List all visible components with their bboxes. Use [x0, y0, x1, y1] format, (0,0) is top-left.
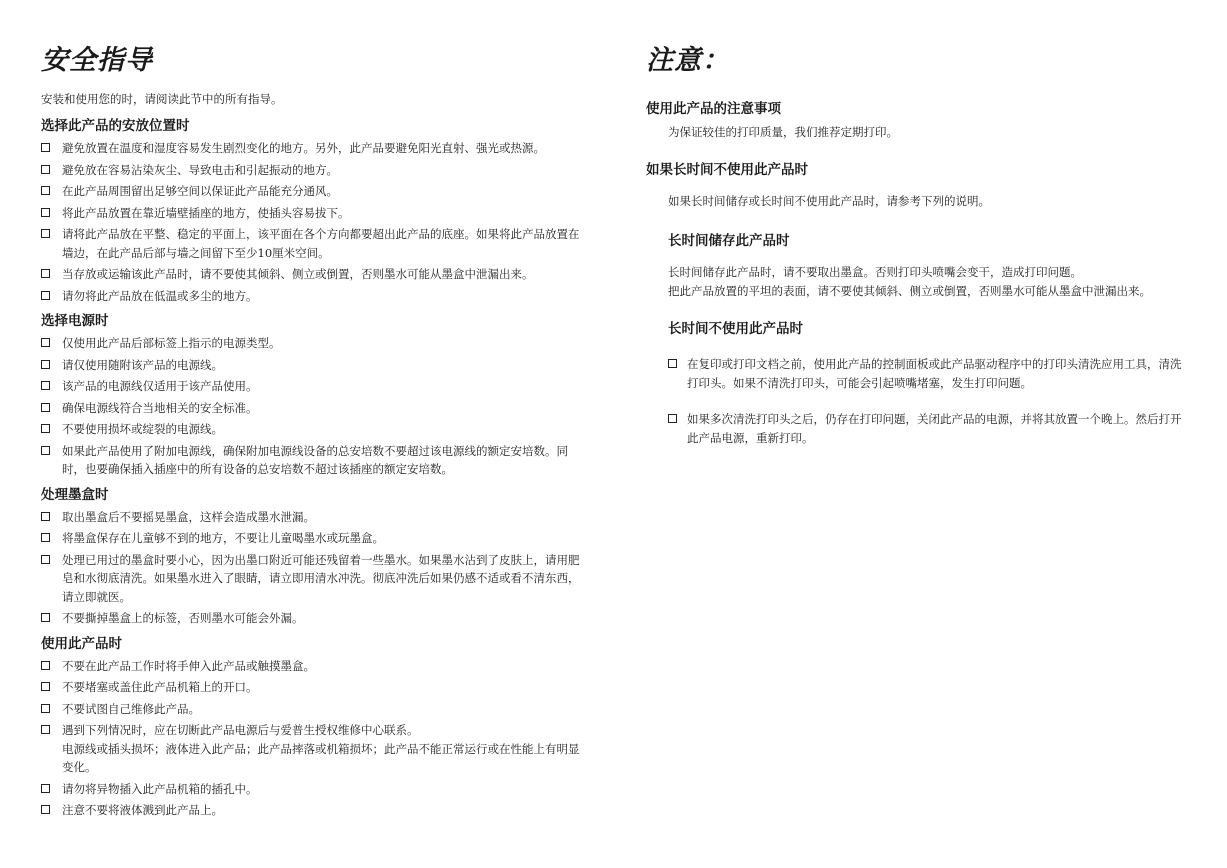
list-item: 不要撕掉墨盒上的标签，否则墨水可能会外漏。 [41, 609, 586, 628]
service-conditions-text: 电源线或插头损坏；液体进入此产品；此产品摔落或机箱损坏；此产品不能正常运行或在性能上有明显变化。 [62, 741, 580, 774]
long-unused-text: 如果长时间储存或长时间不使用此产品时，请参考下列的说明。 [668, 194, 990, 208]
list-item: 如果此产品使用了附加电源线，确保附加电源线设备的总安培数不要超过该电源线的额定安培数。同时，也要确保插入插座中的所有设备的总安培数不超过该插座的额定安培数。 [41, 442, 586, 479]
checkbox-icon [41, 613, 50, 622]
long-storage-line-2: 把此产品放置的平坦的表面，请不要使其倾斜、侧立或倒置，否则墨水可能从墨盒中泄漏出来。 [668, 284, 1151, 298]
checkbox-icon [41, 403, 50, 412]
list-item: 不要试图自己维修此产品。 [41, 700, 586, 719]
list-item: 确保电源线符合当地相关的安全标准。 [41, 399, 586, 418]
checkbox-icon [41, 291, 50, 300]
usage-list [41, 657, 586, 740]
checkbox-icon [41, 165, 50, 174]
checkbox-icon [41, 446, 50, 455]
section-heading-location: 选择此产品的安放位置时 [41, 118, 190, 134]
checkbox-icon [668, 414, 677, 423]
checkbox-icon [41, 725, 50, 734]
list-item: 请将此产品放在平整、稳定的平面上，该平面在各个方向都要超出此产品的底座。如果将此产品放置在墙边，在此产品后部与墙之间留下至少10厘米空间。 [41, 225, 586, 262]
checkbox-icon [668, 359, 677, 368]
list-item: 将此产品放置在靠近墙壁插座的地方，使插头容易拔下。 [41, 204, 586, 223]
notes-column [646, 38, 1191, 450]
checkbox-icon [41, 704, 50, 713]
not-used-heading: 长时间不使用此产品时 [668, 321, 803, 337]
list-item: 避免放置在温度和湿度容易发生剧烈变化的地方。另外，此产品要避免阳光直射、强光或热源。 [41, 139, 586, 158]
list-item: 在复印或打印文档之前，使用此产品的控制面板或此产品驱动程序中的打印头清洗应用工具，清洗打印头。如果不清洗打印头，可能会引起喷嘴堵塞，发生打印问题。 [668, 355, 1191, 392]
long-unused-heading: 如果长时间不使用此产品时 [646, 162, 808, 178]
notes-title: 注意： [646, 45, 730, 76]
list-item: 仅使用此产品后部标签上指示的电源类型。 [41, 334, 586, 353]
list-item: 请仅使用随附该产品的电源线。 [41, 356, 586, 375]
checkbox-icon [41, 186, 50, 195]
list-item: 遇到下列情况时，应在切断此产品电源后与爱普生授权维修中心联系。 [41, 721, 586, 740]
list-item: 如果多次清洗打印头之后，仍存在打印问题，关闭此产品的电源，并将其放置一个晚上。然后打开此产品电源，重新打印。 [668, 410, 1191, 447]
checkbox-icon [41, 229, 50, 238]
checkbox-icon [41, 338, 50, 347]
power-list [41, 334, 586, 479]
list-item: 注意不要将液体溅到此产品上。 [41, 801, 586, 820]
list-item: 不要使用损坏或绽裂的电源线。 [41, 420, 586, 439]
section-heading-cartridge: 处理墨盒时 [41, 486, 109, 503]
list-item: 请勿将此产品放在低温或多尘的地方。 [41, 287, 586, 306]
list-item: 将墨盒保存在儿童够不到的地方，不要让儿童喝墨水或玩墨盒。 [41, 529, 586, 548]
usage-notes-heading: 使用此产品的注意事项 [646, 101, 781, 117]
checkbox-icon [41, 784, 50, 793]
list-item: 当存放或运输该此产品时，请不要使其倾斜、侧立或倒置，否则墨水可能从墨盒中泄漏出来。 [41, 265, 586, 284]
list-item: 该产品的电源线仅适用于该产品使用。 [41, 377, 586, 396]
checkbox-icon [41, 682, 50, 691]
long-storage-line-1: 长时间储存此产品时，请不要取出墨盒。否则打印头喷嘴会变干，造成打印问题。 [668, 265, 1082, 279]
section-heading-power: 选择电源时 [41, 313, 109, 329]
checkbox-icon [41, 512, 50, 521]
not-used-list [668, 355, 1191, 447]
list-item: 请勿将异物插入此产品机箱的插孔中。 [41, 780, 586, 799]
checkbox-icon [41, 805, 50, 814]
list-item: 避免放在容易沾染灰尘、导致电击和引起振动的地方。 [41, 161, 586, 180]
list-item: 在此产品周围留出足够空间以保证此产品能充分通风。 [41, 182, 586, 201]
usage-notes-text: 为保证较佳的打印质量，我们推荐定期打印。 [668, 125, 898, 139]
location-list [41, 139, 586, 305]
checkbox-icon [41, 424, 50, 433]
checkbox-icon [41, 208, 50, 217]
checkbox-icon [41, 269, 50, 278]
usage-list-continued [41, 780, 586, 820]
list-item: 处理已用过的墨盒时要小心，因为出墨口附近可能还残留着一些墨水。如果墨水沾到了皮肤上，请用肥皂和水彻底清洗。如果墨水进入了眼睛，请立即用清水冲洗。彻底冲洗后如果仍感不适或看不清东西，请立即就医。 [41, 551, 586, 607]
checkbox-icon [41, 661, 50, 670]
list-item: 不要堵塞或盖住此产品机箱上的开口。 [41, 678, 586, 697]
safety-column [41, 38, 586, 823]
list-item: 取出墨盒后不要摇晃墨盒，这样会造成墨水泄漏。 [41, 508, 586, 527]
checkbox-icon [41, 533, 50, 542]
safety-intro: 安装和使用您的时，请阅读此节中的所有指导。 [41, 92, 283, 106]
list-item: 不要在此产品工作时将手伸入此产品或触摸墨盒。 [41, 657, 586, 676]
checkbox-icon [41, 360, 50, 369]
safety-title: 安全指导 [41, 45, 153, 76]
cartridge-list [41, 508, 586, 628]
section-heading-usage: 使用此产品时 [41, 635, 122, 652]
checkbox-icon [41, 381, 50, 390]
checkbox-icon [41, 143, 50, 152]
checkbox-icon [41, 555, 50, 564]
long-storage-heading: 长时间储存此产品时 [668, 233, 790, 249]
